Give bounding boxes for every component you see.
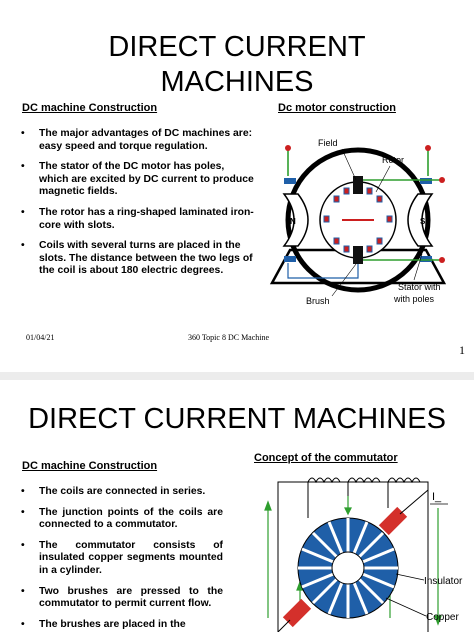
- brush-lead-lower: [278, 620, 290, 632]
- footer-date: 01/04/21: [26, 333, 55, 342]
- slide-1-bullet-3: • The rotor has a ring-shaped laminated iron-core with slots.: [21, 206, 254, 231]
- slide-2-bullet-4: • Two brushes are pressed to the commutator to permit current flow.: [21, 585, 223, 610]
- slide-2-bullet-3: • The commutator consists of insulated copper segments mounted in a cylinder.: [21, 539, 223, 576]
- slide-1-bullet-list: [21, 128, 255, 286]
- label-insulator: Insulator: [424, 576, 463, 587]
- label-s: S: [420, 217, 426, 226]
- bullet-dot: •: [21, 585, 25, 597]
- footer-topic: 360 Topic 8 DC Machine: [188, 333, 270, 342]
- bullet-dot: •: [21, 618, 25, 630]
- label-rotor: Rotor: [382, 155, 405, 165]
- slide-2: [0, 380, 474, 632]
- leader-copper: [386, 598, 426, 616]
- slide-2-title: DIRECT CURRENT MACHINES: [28, 403, 446, 435]
- slide-2-bullet-list: [21, 486, 223, 632]
- label-brush: Brush: [306, 296, 330, 306]
- bullet-dot: •: [21, 486, 25, 497]
- label-n: N: [290, 217, 296, 226]
- label-field: Field: [318, 138, 338, 148]
- bullet-dot: •: [21, 128, 25, 139]
- slide-2-bullet-1: • The coils are connected in series.: [21, 486, 206, 497]
- slide-1-title-line-2: MACHINES: [160, 66, 314, 98]
- slide-2-bullet-5: • The brushes are placed in the: [21, 618, 186, 630]
- leader-insulator: [396, 574, 424, 580]
- slide-1-bullet-2: • The stator of the DC motor has poles, which are excited by DC current to produce magnetic fields.: [21, 161, 254, 198]
- label-copper: Copper: [426, 612, 459, 623]
- slide-1-title-line-1: DIRECT CURRENT: [108, 31, 366, 63]
- slide-2-left-heading: DC machine Construction: [22, 460, 158, 472]
- slide-1-title: [0, 30, 474, 100]
- brush-lead-upper: [400, 490, 428, 514]
- slide-2-bullet-2: • The junction points of the coils are connected to a commutator.: [21, 506, 223, 531]
- leader-rotor: [376, 166, 390, 192]
- coil-windings: [308, 478, 420, 482]
- bullet-dot: •: [21, 506, 25, 518]
- bullet-dot: •: [21, 240, 25, 252]
- slide-1-bullet-4: • Coils with several turns are placed in the slots. The distance between the two legs of the coil is about 180 electric degrees.: [21, 240, 253, 277]
- brush-bottom: [353, 246, 363, 264]
- slide-1-left-heading: DC machine Construction: [22, 102, 158, 114]
- label-current: I_: [432, 491, 442, 503]
- label-stator-1: Stator with: [398, 282, 441, 292]
- label-stator-2: with poles: [394, 294, 435, 304]
- bullet-dot: •: [21, 539, 25, 551]
- dc-motor-diagram: [258, 128, 458, 313]
- leader-field: [342, 149, 356, 180]
- bullet-dot: •: [21, 161, 25, 173]
- bullet-dot: •: [21, 206, 25, 218]
- page-number: 1: [459, 343, 465, 357]
- slide-separator: [0, 372, 474, 380]
- slide-1-bullet-1: • The major advantages of DC machines are: easy speed and torque regulation.: [21, 128, 253, 152]
- slide-1-right-heading: Dc motor construction: [278, 102, 396, 114]
- commutator-hub: [332, 552, 364, 584]
- commutator-diagram: [250, 468, 472, 632]
- brush-top: [353, 176, 363, 194]
- slide-2-right-heading: Concept of the commutator: [254, 452, 398, 464]
